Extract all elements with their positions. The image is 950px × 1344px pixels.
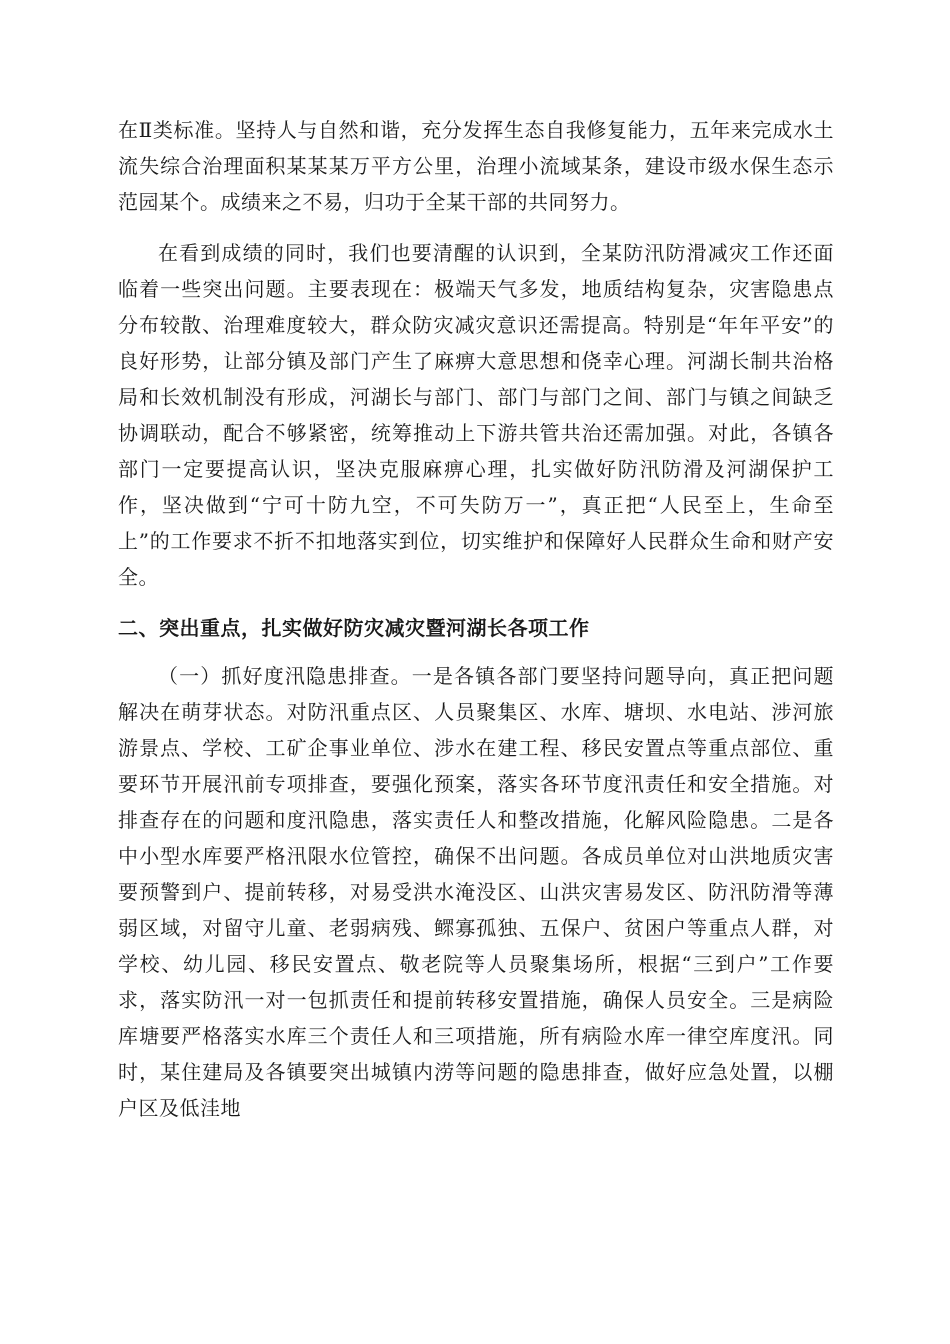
- section-heading: 二、突出重点，扎实做好防灾减灾暨河湖长各项工作: [118, 616, 590, 640]
- paragraph-hazard-inspection: （一）抓好度汛隐患排查。一是各镇各部门要坚持问题导向，真正把问题解决在萌芽状态。对防汛重点区、人员聚集区、水库、塘坝、水电站、涉河旅游景点、学校、工矿企事业单位、涉水在建工程、移民安置点等重点部位、重要环节开展汛前专项排查，要强化预案，落实各环节度汛责任和安全措施。对排查存在的问题和度汛隐患，落实责任人和整改措施，化解风险隐患。二是各中小型水库要严格汛限水位管控，确保不出问题。各成员单位对山洪地质灾害要预警到户、提前转移，对易受洪水淹没区、山洪灾害易发区、防汛防滑等薄弱区域，对留守儿童、老弱病残、鳏寡孤独、五保户、贫困户等重点人群，对学校、幼儿园、移民安置点、敬老院等人员聚集场所，根据“三到户”工作要求，落实防汛一对一包抓责任和提前转移安置措施，确保人员安全。三是病险库塘要严格落实水库三个责任人和三项措施，所有病险水库一律空库度汛。同时，某住建局及各镇要突出城镇内涝等问题的隐患排查，做好应急处置，以棚户区及低洼地: [118, 664, 834, 1120]
- paragraph-problems: 在看到成绩的同时，我们也要清醒的认识到，全某防汛防滑减灾工作还面临着一些突出问题。主要表现在：极端天气多发，地质结构复杂，灾害隐患点分布较散、治理难度较大，群众防灾减灾意识还需提高。特别是“年年平安”的良好形势，让部分镇及部门产生了麻痹大意思想和侥幸心理。河湖长制共治格局和长效机制没有形成，河湖长与部门、部门与部门之间、部门与镇之间缺乏协调联动，配合不够紧密，统筹推动上下游共管共治还需加强。对此，各镇各部门一定要提高认识，坚决克服麻痹心理，扎实做好防汛防滑及河湖保护工作，坚决做到“宁可十防九空，不可失防万一”，真正把“人民至上，生命至上”的工作要求不折不扣地落实到位，切实维护和保障好人民群众生命和财产安全。: [118, 241, 834, 589]
- paragraph-continued: 在Ⅱ类标准。坚持人与自然和谐，充分发挥生态自我修复能力，五年来完成水土流失综合治理面积某某某万平方公里，治理小流域某条，建设市级水保生态示范园某个。成绩来之不易，归功于全某干部的共同努力。: [118, 118, 834, 214]
- document-body: [118, 112, 834, 1126]
